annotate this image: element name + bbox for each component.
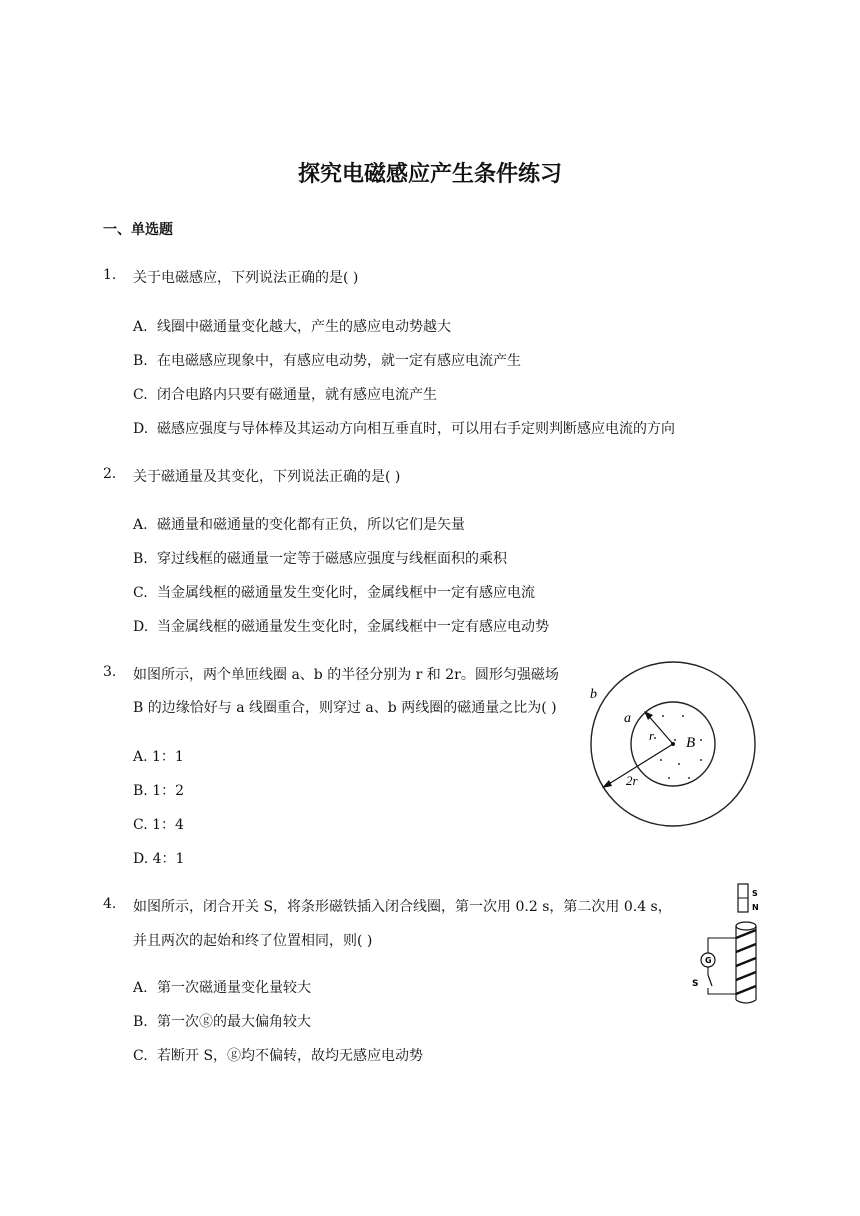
circuit-wire-top [708,938,736,953]
option-text: 线圈中磁通量变化越大，产生的感应电动势越大 [157,319,451,335]
circuit-wire-bottom [708,988,736,994]
label-a: a [624,711,631,726]
option-text: 穿过线框的磁通量一定等于磁感应强度与线框面积的乘积 [157,551,507,567]
option-text: 当金属线框的磁通量发生变化时，金属线框中一定有感应电动势 [157,619,549,635]
option-label: B. [133,353,148,369]
option-a[interactable] [133,977,311,997]
label-switch-s: S [692,979,699,989]
option-label: A. [133,749,148,765]
option-label: A. [133,319,148,335]
option-c[interactable] [133,384,437,404]
option-text: 在电磁感应现象中，有感应电动势，就一定有感应电流产生 [157,353,521,369]
switch-s [708,975,712,986]
question-text-line-2: 并且两次的起始和终了位置相同，则( ) [133,933,373,949]
option-label: A. [133,517,148,533]
option-text: 当金属线框的磁通量发生变化时，金属线框中一定有感应电流 [157,585,535,601]
option-label: D. [133,421,149,437]
center-point [671,742,675,746]
option-label: C. [133,387,148,403]
question-number: 3. [103,664,117,680]
option-label: A. [133,980,148,996]
option-label: B. [133,1014,148,1030]
option-label: D. [133,619,149,635]
question-text: 关于电磁感应，下列说法正确的是( ) [133,270,359,286]
option-b[interactable] [133,780,184,800]
label-2r: 2r [626,773,638,788]
option-label: C. [133,817,148,833]
option-d[interactable] [133,418,675,438]
question-number: 1. [103,267,117,283]
option-label: C. [133,1048,148,1064]
label-b: b [590,687,597,702]
option-label: B. [133,783,148,799]
label-r: r [649,728,655,743]
concentric-coils-figure [583,654,763,834]
option-text: 1：4 [152,817,184,833]
page-title: 探究电磁感应产生条件练习 [297,162,562,187]
solenoid-coil [736,922,756,1003]
question-number: 4. [103,896,117,912]
option-a[interactable] [133,514,465,534]
option-d[interactable] [133,616,549,636]
option-c[interactable] [133,1045,423,1065]
option-a[interactable] [133,746,184,766]
label-galvanometer: G [705,956,712,965]
section-heading: 一、单选题 [103,222,173,238]
option-c[interactable] [133,814,184,834]
option-text: 磁感应强度与导体棒及其运动方向相互垂直时，可以用右手定则判断感应电流的方向 [157,421,675,437]
option-b[interactable] [133,1011,311,1031]
option-text: 第一次磁通量变化量较大 [157,980,311,996]
radius-2r-arrowhead [602,780,612,788]
magnet-coil-figure [690,882,770,1006]
option-text: 若断开 S，ⓖ均不偏转，故均无感应电动势 [157,1048,424,1064]
question-text: 关于磁通量及其变化，下列说法正确的是( ) [133,469,401,485]
question-text-line-1: 如图所示，两个单匝线圈 a、b 的半径分别为 r 和 2r。圆形匀强磁场 [133,667,559,683]
label-field-B: B [686,735,696,751]
option-text: 第一次ⓖ的最大偏角较大 [157,1014,311,1030]
option-a[interactable] [133,316,451,336]
option-d[interactable] [133,848,184,868]
option-text: 1：1 [152,749,184,765]
question-text-line-1: 如图所示，闭合开关 S，将条形磁铁插入闭合线圈，第一次用 0.2 s，第二次用 0.4 s， [133,899,672,915]
option-text: 4：1 [152,851,185,867]
label-magnet-s: S [752,889,758,898]
radius-2r-arrow [604,744,673,787]
option-text: 闭合电路内只要有磁通量，就有感应电流产生 [157,387,437,403]
question-text-line-2: B 的边缘恰好与 a 线圈重合，则穿过 a、b 两线圈的磁通量之比为( ) [133,700,557,716]
option-b[interactable] [133,548,507,568]
option-label: B. [133,551,148,567]
option-label: C. [133,585,148,601]
option-text: 1：2 [152,783,185,799]
option-c[interactable] [133,582,535,602]
option-label: D. [133,851,149,867]
option-text: 磁通量和磁通量的变化都有正负，所以它们是矢量 [157,517,465,533]
question-number: 2. [103,466,117,482]
option-b[interactable] [133,350,521,370]
label-magnet-n: N [752,903,759,912]
